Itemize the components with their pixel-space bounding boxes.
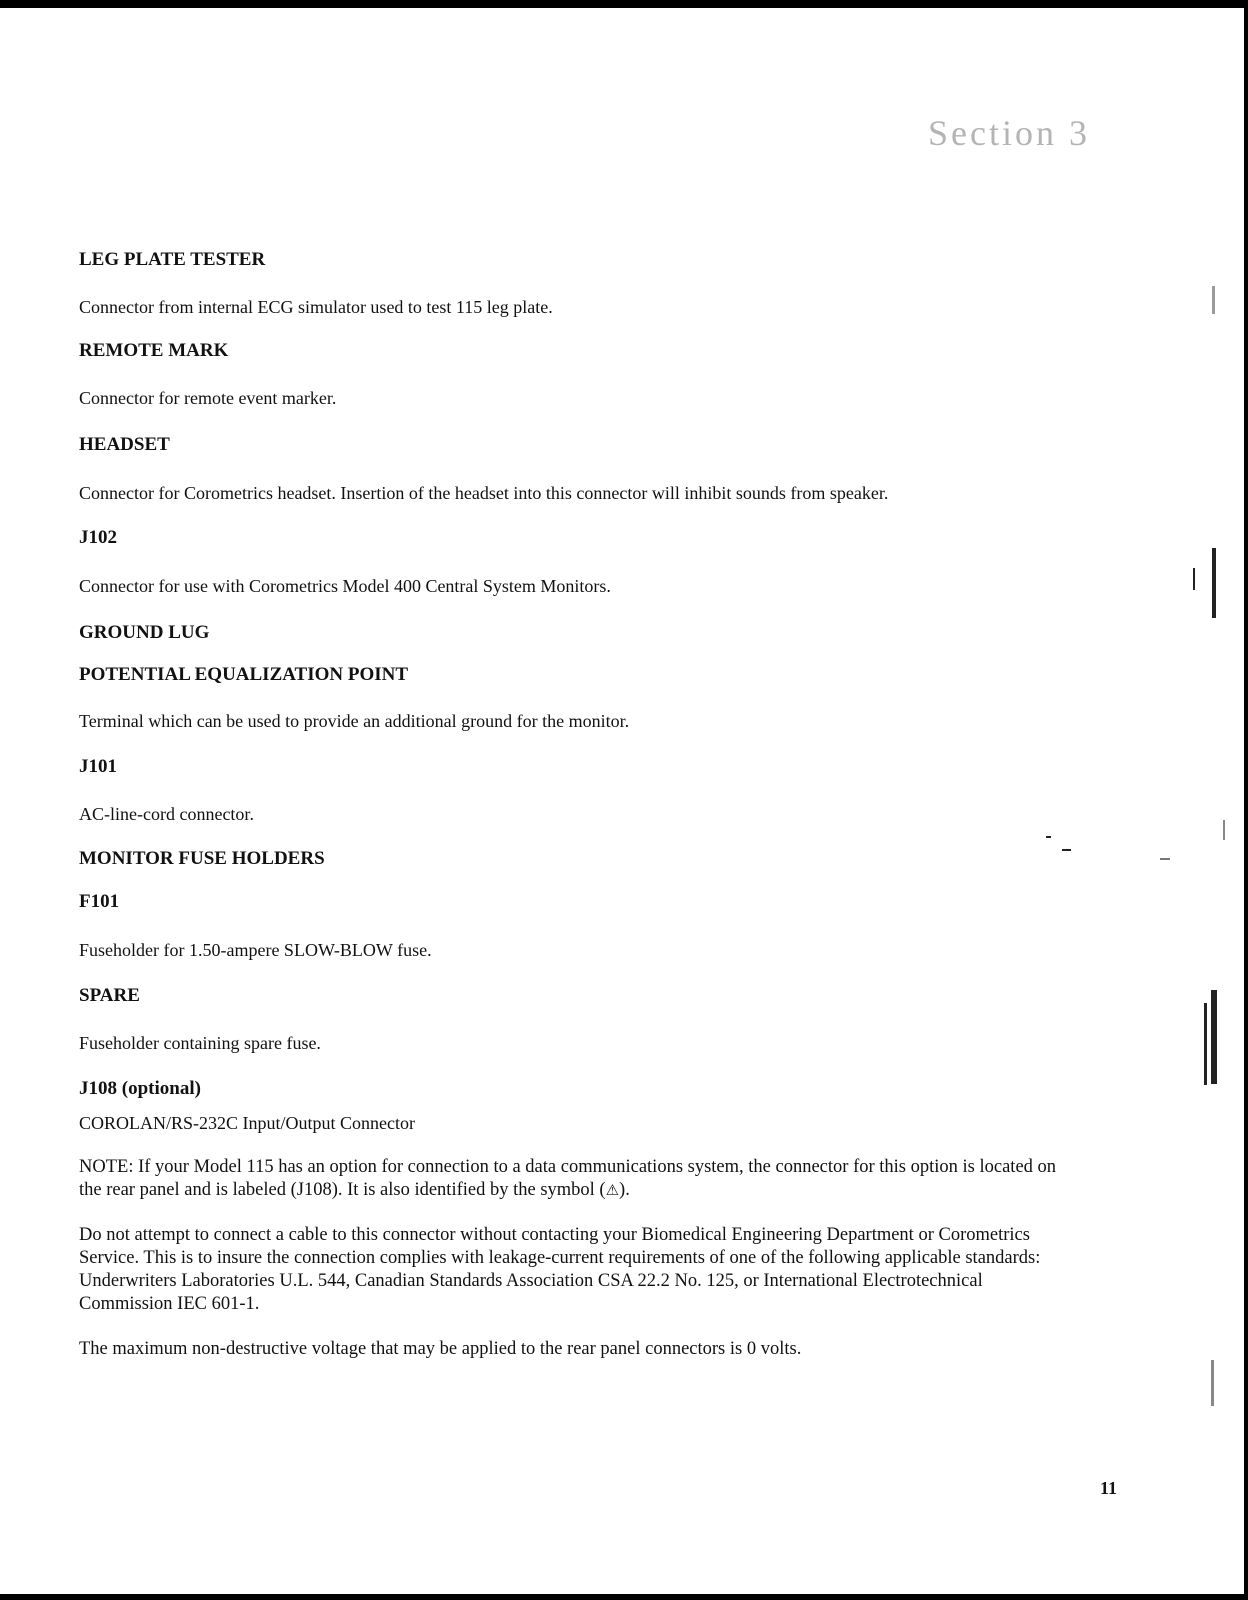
text-spare: Fuseholder containing spare fuse. <box>79 1033 321 1053</box>
scan-top-border <box>0 0 1248 8</box>
scan-mark <box>1160 858 1170 860</box>
section-header: Section 3 <box>928 113 1090 153</box>
text-remote-mark: Connector for remote event marker. <box>79 388 337 408</box>
note-text: If your Model 115 has an option for connection to a data communications system, the connector for this option is located on the rear panel and is labeled (J108). It is also identified by the symbol ( <box>79 1157 1057 1200</box>
note-paragraph <box>79 1156 1069 1202</box>
scan-mark <box>1204 1003 1207 1085</box>
heading-remote-mark: REMOTE MARK <box>79 340 229 361</box>
text-j101: AC-line-cord connector. <box>79 804 254 824</box>
text-j102: Connector for use with Corometrics Model 400 Central System Monitors. <box>79 576 611 596</box>
heading-headset: HEADSET <box>79 434 170 455</box>
document-body <box>79 248 1079 1361</box>
scan-right-border <box>1244 0 1248 1600</box>
text-potential-equalization-point: Terminal which can be used to provide an additional ground for the monitor. <box>79 711 630 731</box>
heading-j101: J101 <box>79 756 117 777</box>
heading-j108-optional: J108 (optional) <box>79 1078 201 1099</box>
text-headset: Connector for Corometrics headset. Insertion of the headset into this connector will inhibit sounds from speaker. <box>79 483 889 503</box>
scan-mark <box>1211 1360 1214 1406</box>
page-number: 11 <box>1100 1478 1118 1498</box>
standards-paragraph: Do not attempt to connect a cable to this connector without contacting your Biomedical Engineering Department or Corometrics Service. This is to insure the connection complies with leakage-current requirements of one of the following applicable standards: Underwriters Laboratories U.L. 544, Canadian Standards Association CSA 22.2 No. 125, or International Electrotechnical Commission IEC 601-1. <box>79 1225 1041 1314</box>
heading-monitor-fuse-holders: MONITOR FUSE HOLDERS <box>79 848 325 869</box>
scan-mark <box>1211 990 1217 1084</box>
voltage-paragraph: The maximum non-destructive voltage that may be applied to the rear panel connectors is 0 volts. <box>79 1339 802 1359</box>
warning-triangle-icon: ⚠ <box>605 1181 620 1199</box>
text-j108-optional: COROLAN/RS-232C Input/Output Connector <box>79 1113 415 1133</box>
heading-j102: J102 <box>79 527 117 548</box>
heading-spare: SPARE <box>79 985 140 1006</box>
scan-bottom-border <box>0 1594 1248 1600</box>
note-text-end: ). <box>619 1180 630 1200</box>
scan-mark <box>1223 820 1225 840</box>
scan-mark <box>1062 849 1071 851</box>
text-f101: Fuseholder for 1.50-ampere SLOW-BLOW fuse. <box>79 940 432 960</box>
heading-f101: F101 <box>79 891 120 912</box>
scan-mark <box>1212 548 1216 618</box>
heading-potential-equalization-point: POTENTIAL EQUALIZATION POINT <box>79 664 409 685</box>
heading-leg-plate-tester: LEG PLATE TESTER <box>79 249 266 270</box>
scan-mark <box>1212 286 1215 314</box>
heading-ground-lug: GROUND LUG <box>79 622 210 643</box>
text-leg-plate-tester: Connector from internal ECG simulator used to test 115 leg plate. <box>79 297 553 317</box>
note-label: NOTE: <box>79 1157 134 1177</box>
scan-mark <box>1046 836 1051 838</box>
scan-mark <box>1193 568 1195 590</box>
